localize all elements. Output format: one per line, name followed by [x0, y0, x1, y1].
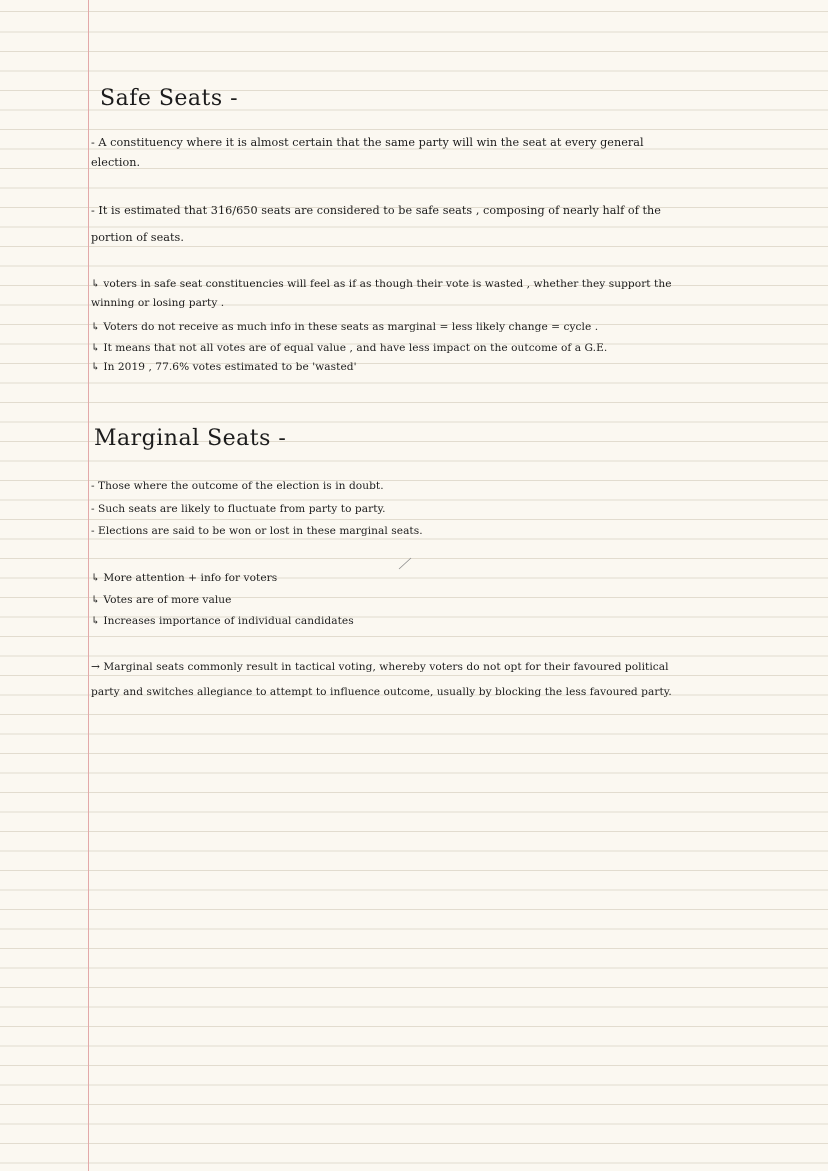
note-line: portion of seats. — [91, 231, 184, 244]
note-line: - It is estimated that 316/650 seats are considered to be safe seats , composing of nearly half of the — [91, 204, 661, 217]
note-line: winning or losing party . — [91, 297, 225, 309]
note-line: ↳ Increases importance of individual candidates — [91, 615, 354, 627]
safe-seats-heading: Safe Seats - — [100, 86, 239, 111]
note-line: party and switches allegiance to attempt to influence outcome, usually by blocking the less favoured party. — [91, 686, 672, 698]
note-line: ↳ In 2019 , 77.6% votes estimated to be 'wasted' — [91, 361, 357, 373]
note-line: → Marginal seats commonly result in tactical voting, whereby voters do not opt for their favoured political — [91, 661, 669, 673]
note-line: ↳ More attention + info for voters — [91, 572, 278, 584]
note-line: ↳ voters in safe seat constituencies will feel as if as though their vote is wasted , whether they support the — [91, 278, 672, 290]
note-line: - A constituency where it is almost certain that the same party will win the seat at every general — [91, 136, 644, 149]
note-line: ↳ It means that not all votes are of equal value , and have less impact on the outcome of a G.E. — [91, 342, 608, 354]
note-line: - Those where the outcome of the election is in doubt. — [91, 480, 384, 492]
note-line: - Elections are said to be won or lost in these marginal seats. — [91, 525, 423, 537]
pencil-tick-mark — [398, 556, 412, 570]
note-line: ↳ Votes are of more value — [91, 594, 232, 606]
note-line: - Such seats are likely to fluctuate from party to party. — [91, 503, 386, 515]
note-line: ↳ Voters do not receive as much info in these seats as marginal = less likely change = cycle . — [91, 321, 599, 333]
note-line: election. — [91, 156, 141, 169]
marginal-seats-heading: Marginal Seats - — [94, 426, 287, 451]
